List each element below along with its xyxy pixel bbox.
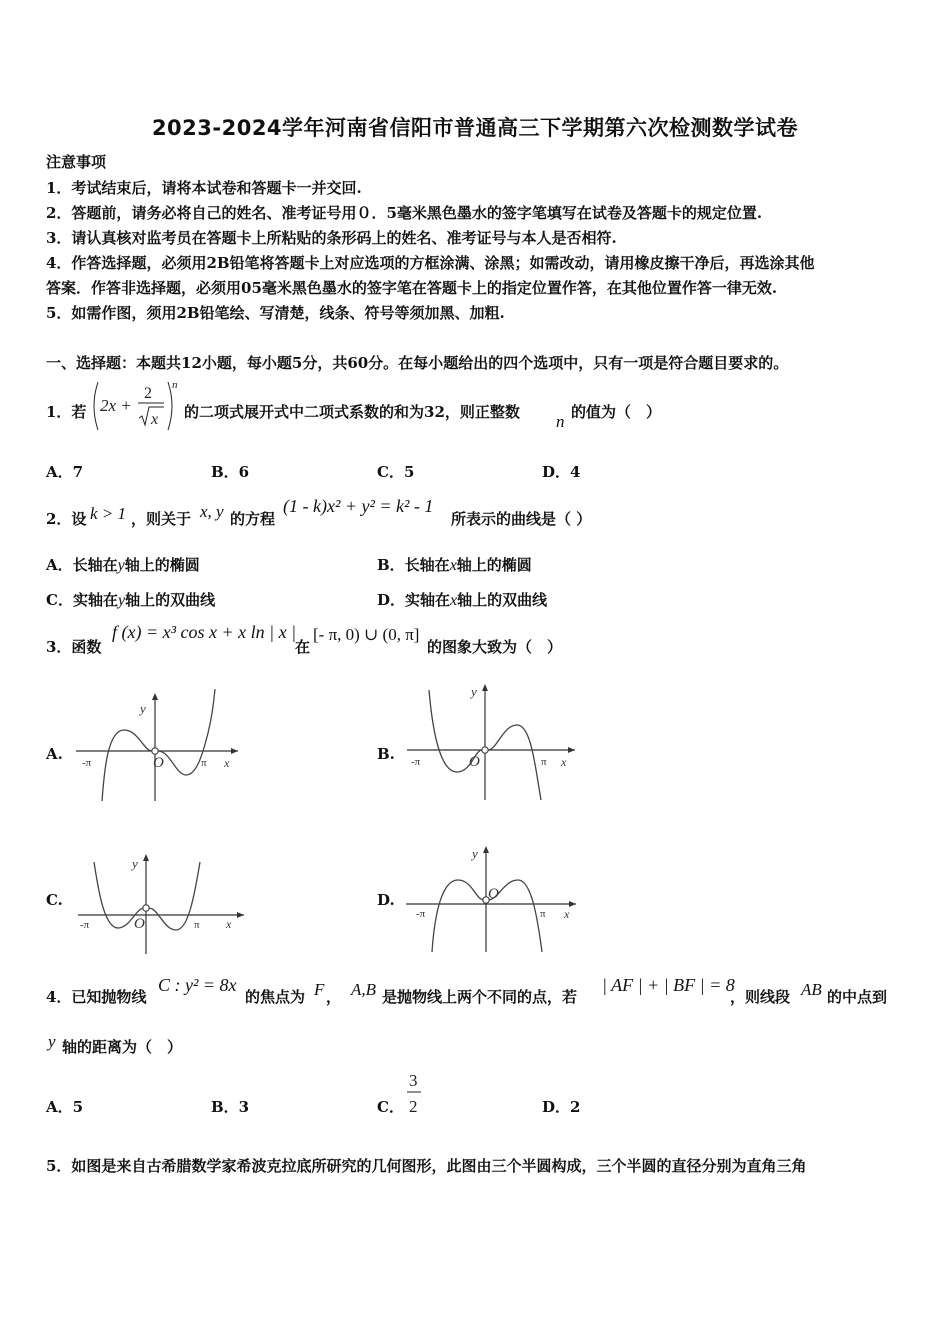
q1-frac-num: 2 bbox=[144, 385, 152, 402]
svg-text:y: y bbox=[471, 684, 477, 699]
svg-text:-π: -π bbox=[80, 919, 90, 931]
q1-mid: 的二项式展开式中二项式系数的和为32，则正整数 bbox=[184, 403, 520, 421]
q4-segment: AB bbox=[801, 980, 822, 999]
q2-p3: 的方程 bbox=[230, 510, 276, 528]
notice-item: 1．考试结束后，请将本试卷和答题卡一并交回. bbox=[46, 179, 362, 197]
q3-graph-b[interactable] bbox=[405, 680, 580, 804]
q4-option-b[interactable]: B．3 bbox=[211, 1098, 250, 1116]
notice-item: 5．如需作图，须用2B铅笔绘、写清楚，线条、符号等须加黑、加粗. bbox=[46, 304, 505, 322]
q2-equation: (1 - k)x² + y² = k² - 1 bbox=[283, 496, 434, 516]
section-heading: 一、选择题：本题共12小题，每小题5分，共60分。在每小题给出的四个选项中，只有一项是符合题目要求的。 bbox=[46, 354, 789, 372]
svg-text:x: x bbox=[564, 907, 570, 921]
svg-text:y: y bbox=[132, 856, 138, 871]
q4-condition: | AF | + | BF | = 8 bbox=[602, 975, 735, 995]
q3-option-c-label[interactable]: C. bbox=[46, 891, 63, 909]
q3-p1: 3．函数 bbox=[46, 638, 102, 656]
q1-option-a[interactable]: A．7 bbox=[46, 463, 84, 481]
q1-suffix: 的值为（ ） bbox=[571, 403, 662, 421]
q3-graph-a[interactable] bbox=[74, 685, 244, 805]
q3-domain: [- π, 0) ∪ (0, π] bbox=[313, 625, 420, 644]
q4-p4: 是抛物线上两个不同的点，若 bbox=[382, 988, 578, 1006]
svg-text:π: π bbox=[540, 908, 546, 920]
svg-text:π: π bbox=[201, 757, 207, 769]
svg-text:2: 2 bbox=[409, 1097, 418, 1116]
q1-expr-a: 2x + bbox=[100, 396, 132, 415]
notice-item: 4．作答选择题，必须用2B铅笔将答题卡上对应选项的方框涂满、涂黑；如需改动，请用橡皮擦干净后，再选涂其他 bbox=[46, 254, 815, 272]
svg-text:x: x bbox=[226, 917, 232, 931]
q4-points: A,B bbox=[351, 980, 377, 999]
q1-var: n bbox=[556, 412, 565, 431]
q1-option-c[interactable]: C．5 bbox=[377, 463, 415, 481]
q2-option-c[interactable]: C．实轴在y轴上的双曲线 bbox=[46, 591, 216, 609]
q3-graph-d[interactable] bbox=[404, 842, 584, 956]
q1-binomial-expression bbox=[88, 378, 180, 434]
q4-line2-var: y bbox=[48, 1032, 56, 1051]
q4-option-c-fraction bbox=[404, 1066, 424, 1118]
q4-curve: C : y² = 8x bbox=[158, 975, 237, 995]
q3-option-d-label[interactable]: D. bbox=[377, 891, 395, 909]
q2-option-a[interactable]: A．长轴在y轴上的椭圆 bbox=[46, 556, 200, 574]
q2-option-d[interactable]: D．实轴在x轴上的双曲线 bbox=[377, 591, 548, 609]
svg-text:O: O bbox=[469, 754, 480, 770]
svg-text:-π: -π bbox=[82, 757, 92, 769]
q4-p6: 的中点到 bbox=[827, 988, 888, 1006]
q4-p5: ，则线段 bbox=[730, 988, 791, 1006]
q4-option-a[interactable]: A．5 bbox=[46, 1098, 84, 1116]
svg-text:O: O bbox=[488, 886, 499, 902]
svg-text:-π: -π bbox=[411, 756, 421, 768]
svg-text:O: O bbox=[153, 755, 164, 771]
svg-text:3: 3 bbox=[409, 1071, 418, 1090]
svg-text:y: y bbox=[140, 701, 146, 716]
q2-p1: 2．设 bbox=[46, 510, 87, 528]
q3-option-a-label[interactable]: A. bbox=[46, 745, 63, 763]
notice-item: 答案．作答非选择题，必须用05毫米黑色墨水的签字笔在答题卡上的指定位置作答，在其他位置作答一律无效. bbox=[46, 279, 778, 297]
q1-prefix: 1．若 bbox=[46, 403, 87, 421]
q2-p4: 所表示的曲线是（ ） bbox=[451, 510, 592, 528]
q3-graph-c[interactable] bbox=[76, 848, 251, 958]
svg-text:π: π bbox=[541, 756, 547, 768]
q2-p2: ，则关于 bbox=[131, 510, 192, 528]
q3-p2: 在 bbox=[295, 638, 311, 656]
svg-text:x: x bbox=[224, 756, 230, 770]
notice-item: 3．请认真核对监考员在答题卡上所粘贴的条形码上的姓名、准考证号与本人是否相符. bbox=[46, 229, 617, 247]
q2-cond: k > 1 bbox=[90, 504, 127, 523]
q3-option-b-label[interactable]: B. bbox=[377, 745, 395, 763]
q2-option-b[interactable]: B．长轴在x轴上的椭圆 bbox=[377, 556, 532, 574]
svg-text:O: O bbox=[134, 916, 145, 932]
svg-text:π: π bbox=[194, 919, 200, 931]
q4-option-d[interactable]: D．2 bbox=[542, 1098, 581, 1116]
svg-text:-π: -π bbox=[416, 908, 426, 920]
notice-item: 2．答题前，请务必将自己的姓名、准考证号用０．5毫米黑色墨水的签字笔填写在试卷及答题卡的规定位置. bbox=[46, 204, 763, 222]
q5-text: 5．如图是来自古希腊数学家希波克拉底所研究的几何图形，此图由三个半圆构成，三个半圆的直径分别为直角三角 bbox=[46, 1157, 807, 1175]
q1-option-b[interactable]: B．6 bbox=[211, 463, 250, 481]
q3-function: f (x) = x³ cos x + x ln | x | bbox=[112, 622, 297, 642]
notice-heading: 注意事项 bbox=[46, 153, 107, 171]
q4-p2: 的焦点为 bbox=[245, 988, 306, 1006]
page-title: 2023-2024学年河南省信阳市普通高三下学期第六次检测数学试卷 bbox=[151, 116, 799, 140]
q4-focus: F bbox=[314, 980, 325, 999]
q4-option-c[interactable]: C． bbox=[377, 1098, 404, 1116]
q4-line2: 轴的距离为（ ） bbox=[62, 1038, 183, 1056]
q1-exp: n bbox=[172, 379, 178, 391]
svg-text:x: x bbox=[561, 755, 567, 769]
q2-vars: x, y bbox=[200, 502, 224, 521]
q4-p3: ， bbox=[326, 988, 342, 1006]
q1-frac-den: x bbox=[151, 411, 159, 428]
q4-p1: 4．已知抛物线 bbox=[46, 988, 147, 1006]
svg-text:y: y bbox=[472, 846, 478, 861]
q1-option-d[interactable]: D．4 bbox=[542, 463, 581, 481]
q3-p3: 的图象大致为（ ） bbox=[427, 638, 563, 656]
